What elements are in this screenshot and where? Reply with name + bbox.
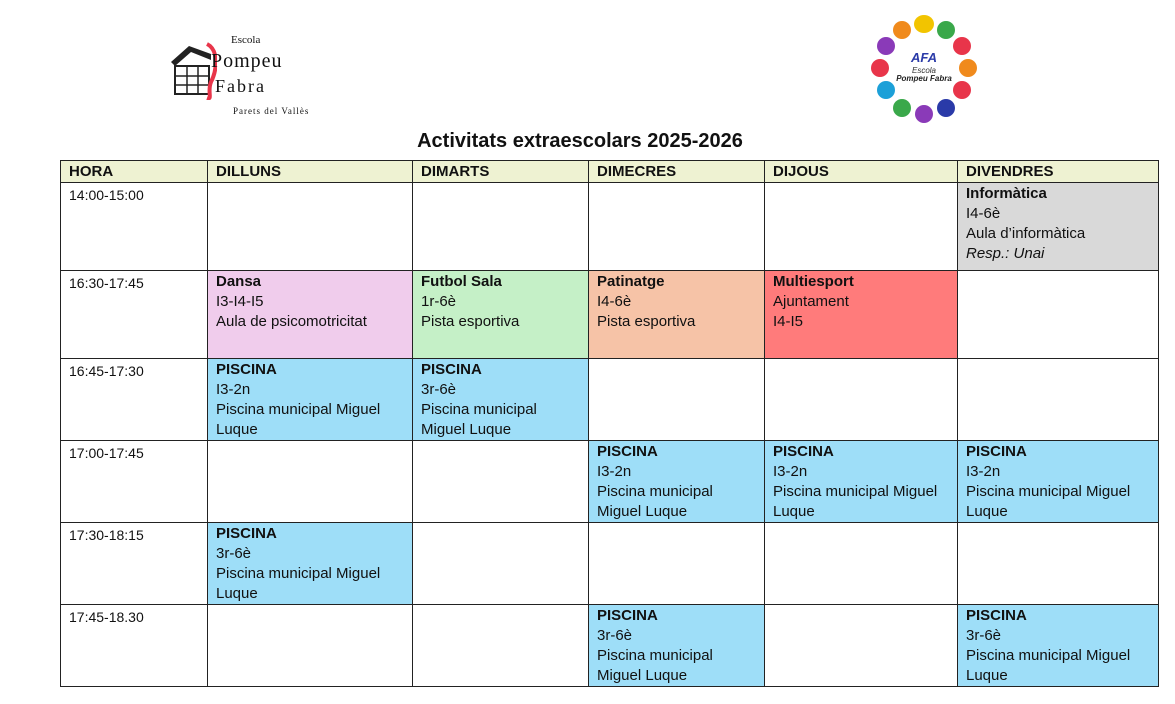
activity-grades: I4-6è [966,205,1001,222]
activity-location: Piscina municipal Miguel Luque [216,401,381,438]
activity-grades: I4-6è [597,293,632,310]
empty-cell [765,183,958,271]
header-divendres: DIVENDRES [958,161,1159,183]
empty-cell [765,359,958,441]
empty-cell [958,359,1159,441]
school-logo-fabra: Fabra [215,76,266,96]
school-building-icon [167,40,217,100]
empty-cell [413,441,589,523]
schedule-table [60,160,1159,687]
activity-title: PISCINA [966,443,1027,460]
school-logo-pompeu: Pompeu [211,50,283,72]
activity-title: Patinatge [597,273,665,290]
activity-grades: 1r-6è [421,293,457,310]
activity-grades: I3-2n [773,463,808,480]
table-row [61,605,1159,687]
activity-cell-piscina [208,359,413,441]
activity-title: PISCINA [216,361,277,378]
activity-title: Informàtica [966,185,1047,202]
activity-grades: 3r-6è [597,627,633,644]
header-row [61,161,1159,183]
empty-cell [589,359,765,441]
time-cell: 14:00-15:00 [61,183,208,271]
activity-location: Pista esportiva [421,313,520,330]
empty-cell [765,523,958,605]
activity-grades: 3r-6è [216,545,252,562]
activity-organizer: Ajuntament [773,293,849,310]
activity-location: Aula de psicomotricitat [216,313,367,330]
activity-title: PISCINA [597,443,658,460]
activity-title: PISCINA [216,525,277,542]
table-row [61,271,1159,359]
activity-grades: I3-2n [216,381,251,398]
afa-logo-title: AFA [911,50,937,65]
activity-grades: 3r-6è [966,627,1002,644]
activity-location: Piscina municipal Miguel Luque [421,401,537,438]
activity-cell-piscina [958,605,1159,687]
table-row [61,183,1159,271]
empty-cell [765,605,958,687]
activity-cell-piscina [413,359,589,441]
header-dijous: DIJOUS [765,161,958,183]
empty-cell [413,523,589,605]
empty-cell [589,183,765,271]
activity-title: PISCINA [597,607,658,624]
afa-logo-pompeu-fabra: Pompeu Fabra [896,74,952,83]
empty-cell [208,183,413,271]
empty-cell [958,271,1159,359]
table-row [61,523,1159,605]
empty-cell [958,523,1159,605]
time-cell: 17:45-18.30 [61,605,208,687]
activity-location: Piscina municipal Miguel Luque [597,483,713,520]
school-logo [165,28,325,120]
activity-grades: I3-2n [966,463,1001,480]
empty-cell [208,605,413,687]
empty-cell [589,523,765,605]
empty-cell [208,441,413,523]
empty-cell [413,183,589,271]
activity-location: Piscina municipal Miguel Luque [966,483,1131,520]
time-cell: 17:00-17:45 [61,441,208,523]
activity-grades: I3-I4-I5 [216,293,264,310]
time-cell: 16:45-17:30 [61,359,208,441]
activity-cell-patinatge [589,271,765,359]
header-dimecres: DIMECRES [589,161,765,183]
empty-cell [413,605,589,687]
activity-title: PISCINA [773,443,834,460]
activity-cell-piscina [958,441,1159,523]
activity-title: Multiesport [773,273,854,290]
activity-location: Pista esportiva [597,313,696,330]
activity-grades: I4-I5 [773,313,804,330]
activity-location: Aula d’informàtica [966,225,1086,242]
school-logo-escola: Escola [231,34,261,46]
page-title: Activitats extraescolars 2025-2026 [417,130,743,152]
activity-cell-piscina [208,523,413,605]
activity-cell-informatica [958,183,1159,271]
activity-cell-piscina [589,441,765,523]
afa-logo [866,12,982,126]
activity-grades: 3r-6è [421,381,457,398]
header-hora: HORA [61,161,208,183]
activity-cell-piscina [589,605,765,687]
table-row [61,359,1159,441]
activity-location: Piscina municipal Miguel Luque [966,647,1131,684]
time-cell: 17:30-18:15 [61,523,208,605]
activity-cell-dansa [208,271,413,359]
activity-location: Piscina municipal Miguel Luque [597,647,713,684]
header-dilluns: DILLUNS [208,161,413,183]
activity-location: Piscina municipal Miguel Luque [216,565,381,602]
activity-location: Piscina municipal Miguel Luque [773,483,938,520]
activity-grades: I3-2n [597,463,632,480]
activity-title: PISCINA [421,361,482,378]
table-row [61,441,1159,523]
activity-title: PISCINA [966,607,1027,624]
activity-cell-futbol-sala [413,271,589,359]
school-logo-parets: Parets del Vallès [233,106,310,116]
time-cell: 16:30-17:45 [61,271,208,359]
activity-title: Futbol Sala [421,273,502,290]
header-dimarts: DIMARTS [413,161,589,183]
activity-title: Dansa [216,273,262,290]
activity-cell-multiesport [765,271,958,359]
afa-logo-escola: Escola [911,66,936,75]
activity-responsible: Resp.: Unai [966,245,1045,262]
activity-cell-piscina [765,441,958,523]
